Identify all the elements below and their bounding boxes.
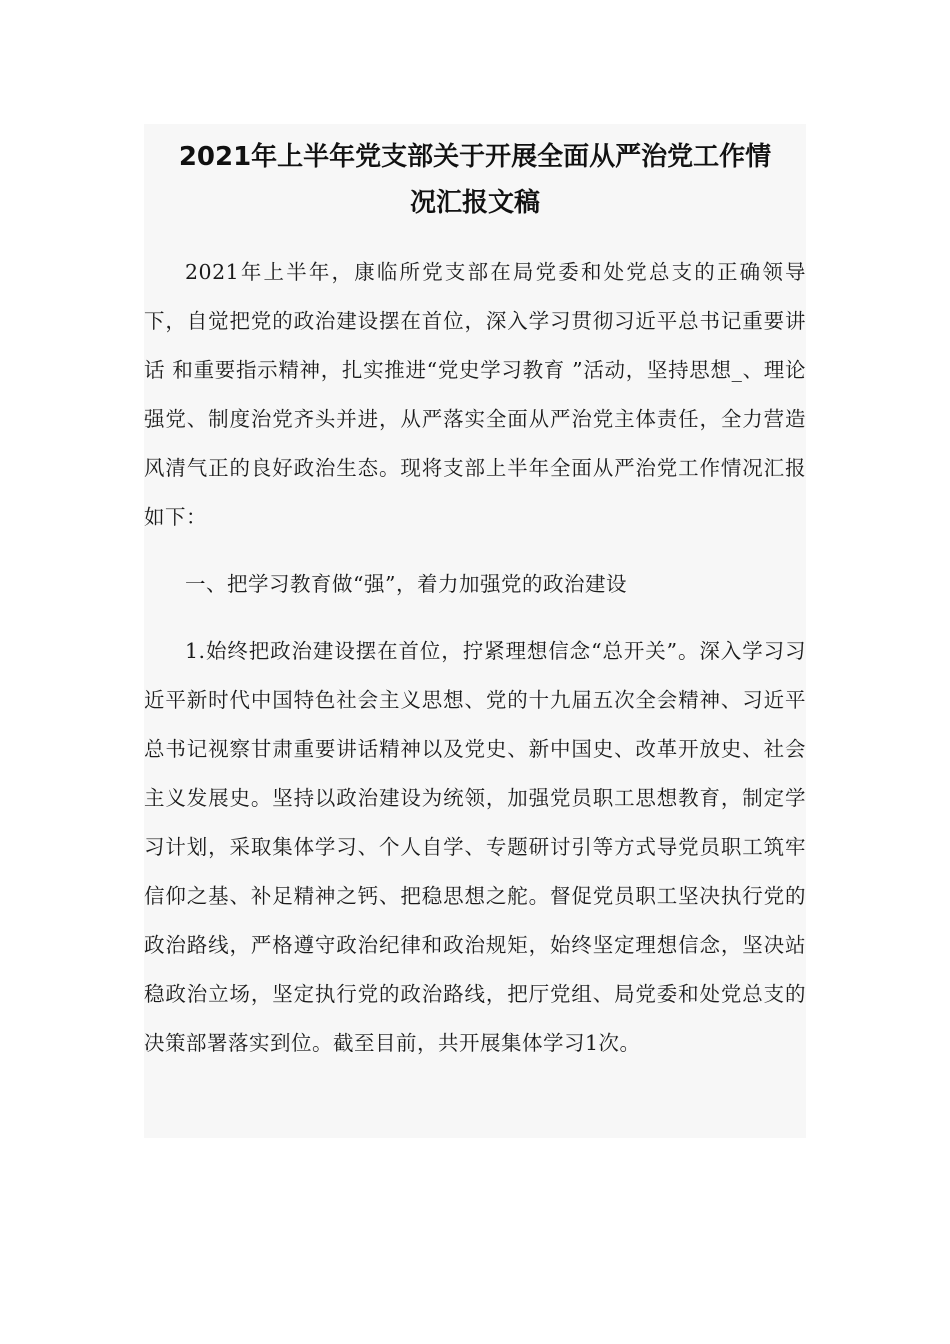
title-line-1: 2021年上半年党支部关于开展全面从严治党工作情	[178, 142, 772, 172]
title-line-2: 况汇报文稿	[409, 188, 540, 218]
intro-paragraph: 2021年上半年，康临所党支部在局党委和处党总支的正确领导下，自觉把党的政治建设摆在首位，深入学习贯彻习近平总书记重要讲话 和重要指示精神，扎实推进“党史学习教育 ”活动，坚持思想_、理论强党、制度治党齐头并进，从严落实全面从严治党主体责任，全力营造风清气正的良好政治生态。现将支部上半年全面从严治党工作情况汇报如下：	[144, 260, 806, 529]
document-body	[144, 248, 806, 1068]
section-1-item-1: 1.始终把政治建设摆在首位，拧紧理想信念“总开关”。深入学习习近平新时代中国特色社会主义思想、党的十九届五次全会精神、习近平总书记视察甘肃重要讲话精神以及党史、新中国史、改革开放史、社会主义发展史。坚持以政治建设为统领，加强党员职工思想教育，制定学习计划，采取集体学习、个人自学、专题研讨引等方式导党员职工筑牢信仰之基、补足精神之钙、把稳思想之舵。督促党员职工坚决执行党的政治路线，严格遵守政治纪律和政治规矩，始终坚定理想信念，坚决站稳政治立场，坚定执行党的政治路线，把厅党组、局党委和处党总支的决策部署落实到位。截至目前，共开展集体学习1次。	[144, 639, 806, 1055]
document-title	[144, 134, 806, 226]
paragraph-spacer	[144, 542, 806, 560]
document-page	[144, 124, 806, 1138]
paragraph-spacer	[144, 609, 806, 627]
section-heading-1: 一、把学习教育做“强”，着力加强党的政治建设	[185, 572, 627, 596]
